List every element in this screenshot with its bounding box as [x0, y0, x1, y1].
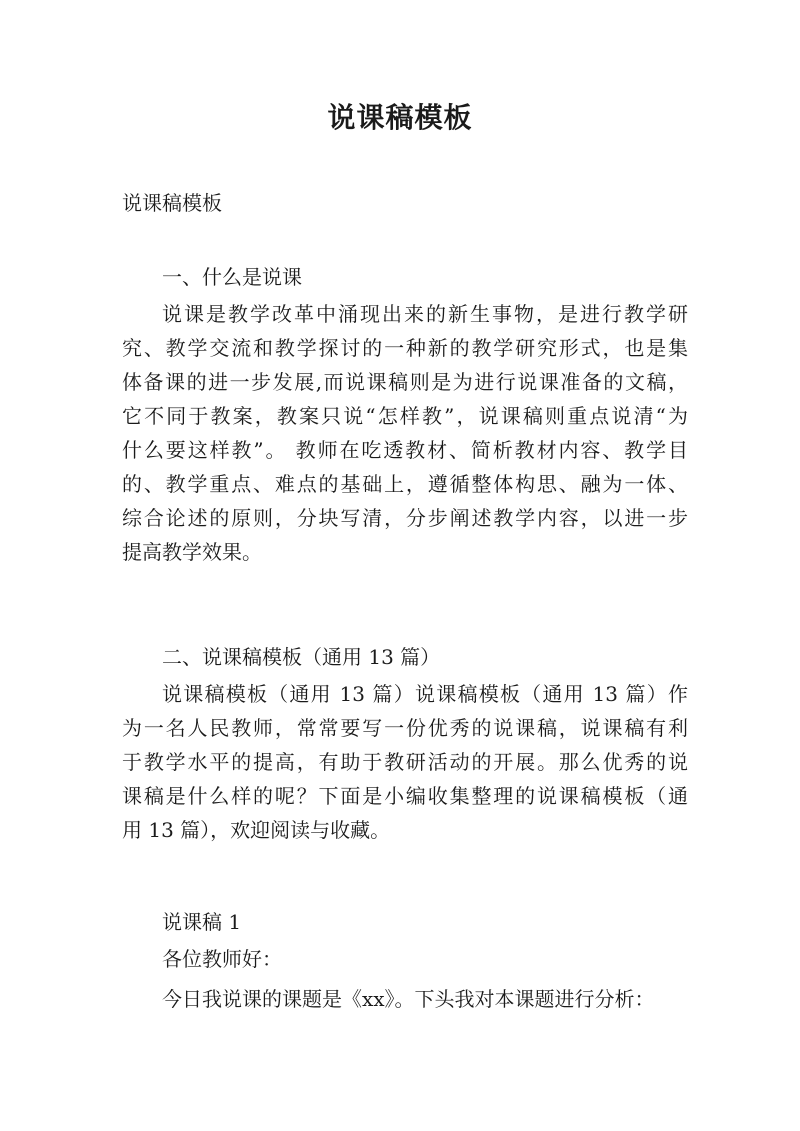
paragraph-line: 说课稿模板（通用 13 篇）说课稿模板（通用 13 篇）作: [162, 682, 688, 706]
section2-heading: 二、说课稿模板（通用 13 篇）: [162, 645, 441, 669]
paragraph-line: 综合论述的原则，分块写清，分步阐述教学内容，以进一步: [122, 506, 688, 530]
paragraph-line: 究、教学交流和教学探讨的一种新的教学研究形式，也是集: [122, 336, 688, 360]
paragraph-line: 的、教学重点、难点的基础上，遵循整体构思、融为一体、: [122, 472, 688, 496]
document-title: 说课稿模板: [327, 101, 473, 134]
opening-line: 今日我说课的课题是《xx》。下头我对本课题进行分析：: [162, 987, 655, 1011]
paragraph-line: 于教学水平的提高，有助于教研活动的开展。那么优秀的说: [122, 750, 688, 774]
paragraph-line: 说课是教学改革中涌现出来的新生事物，是进行教学研: [162, 302, 688, 326]
paragraph-line: 什么要这样教”。 教师在吃透教材、简析教材内容、教学目: [122, 438, 688, 462]
paragraph-line: 体备课的进一步发展,而说课稿则是为进行说课准备的文稿，: [122, 370, 688, 394]
sample-heading: 说课稿 1: [162, 910, 242, 934]
paragraph-line: 它不同于教案，教案只说“怎样教”，说课稿则重点说清“为: [122, 404, 688, 428]
section2-paragraph: [122, 677, 688, 847]
paragraph-line: 用 13 篇），欢迎阅读与收藏。: [122, 818, 391, 842]
document-subtitle: 说课稿模板: [122, 191, 222, 215]
paragraph-line: 为一名人民教师，常常要写一份优秀的说课稿，说课稿有利: [122, 716, 688, 740]
greeting-text: 各位教师好：: [162, 947, 282, 971]
section1-heading: 一、什么是说课: [162, 265, 302, 289]
paragraph-line: 提高教学效果。: [122, 540, 262, 564]
section1-paragraph: [122, 297, 688, 569]
paragraph-line: 课稿是什么样的呢？下面是小编收集整理的说课稿模板（通: [122, 784, 688, 808]
